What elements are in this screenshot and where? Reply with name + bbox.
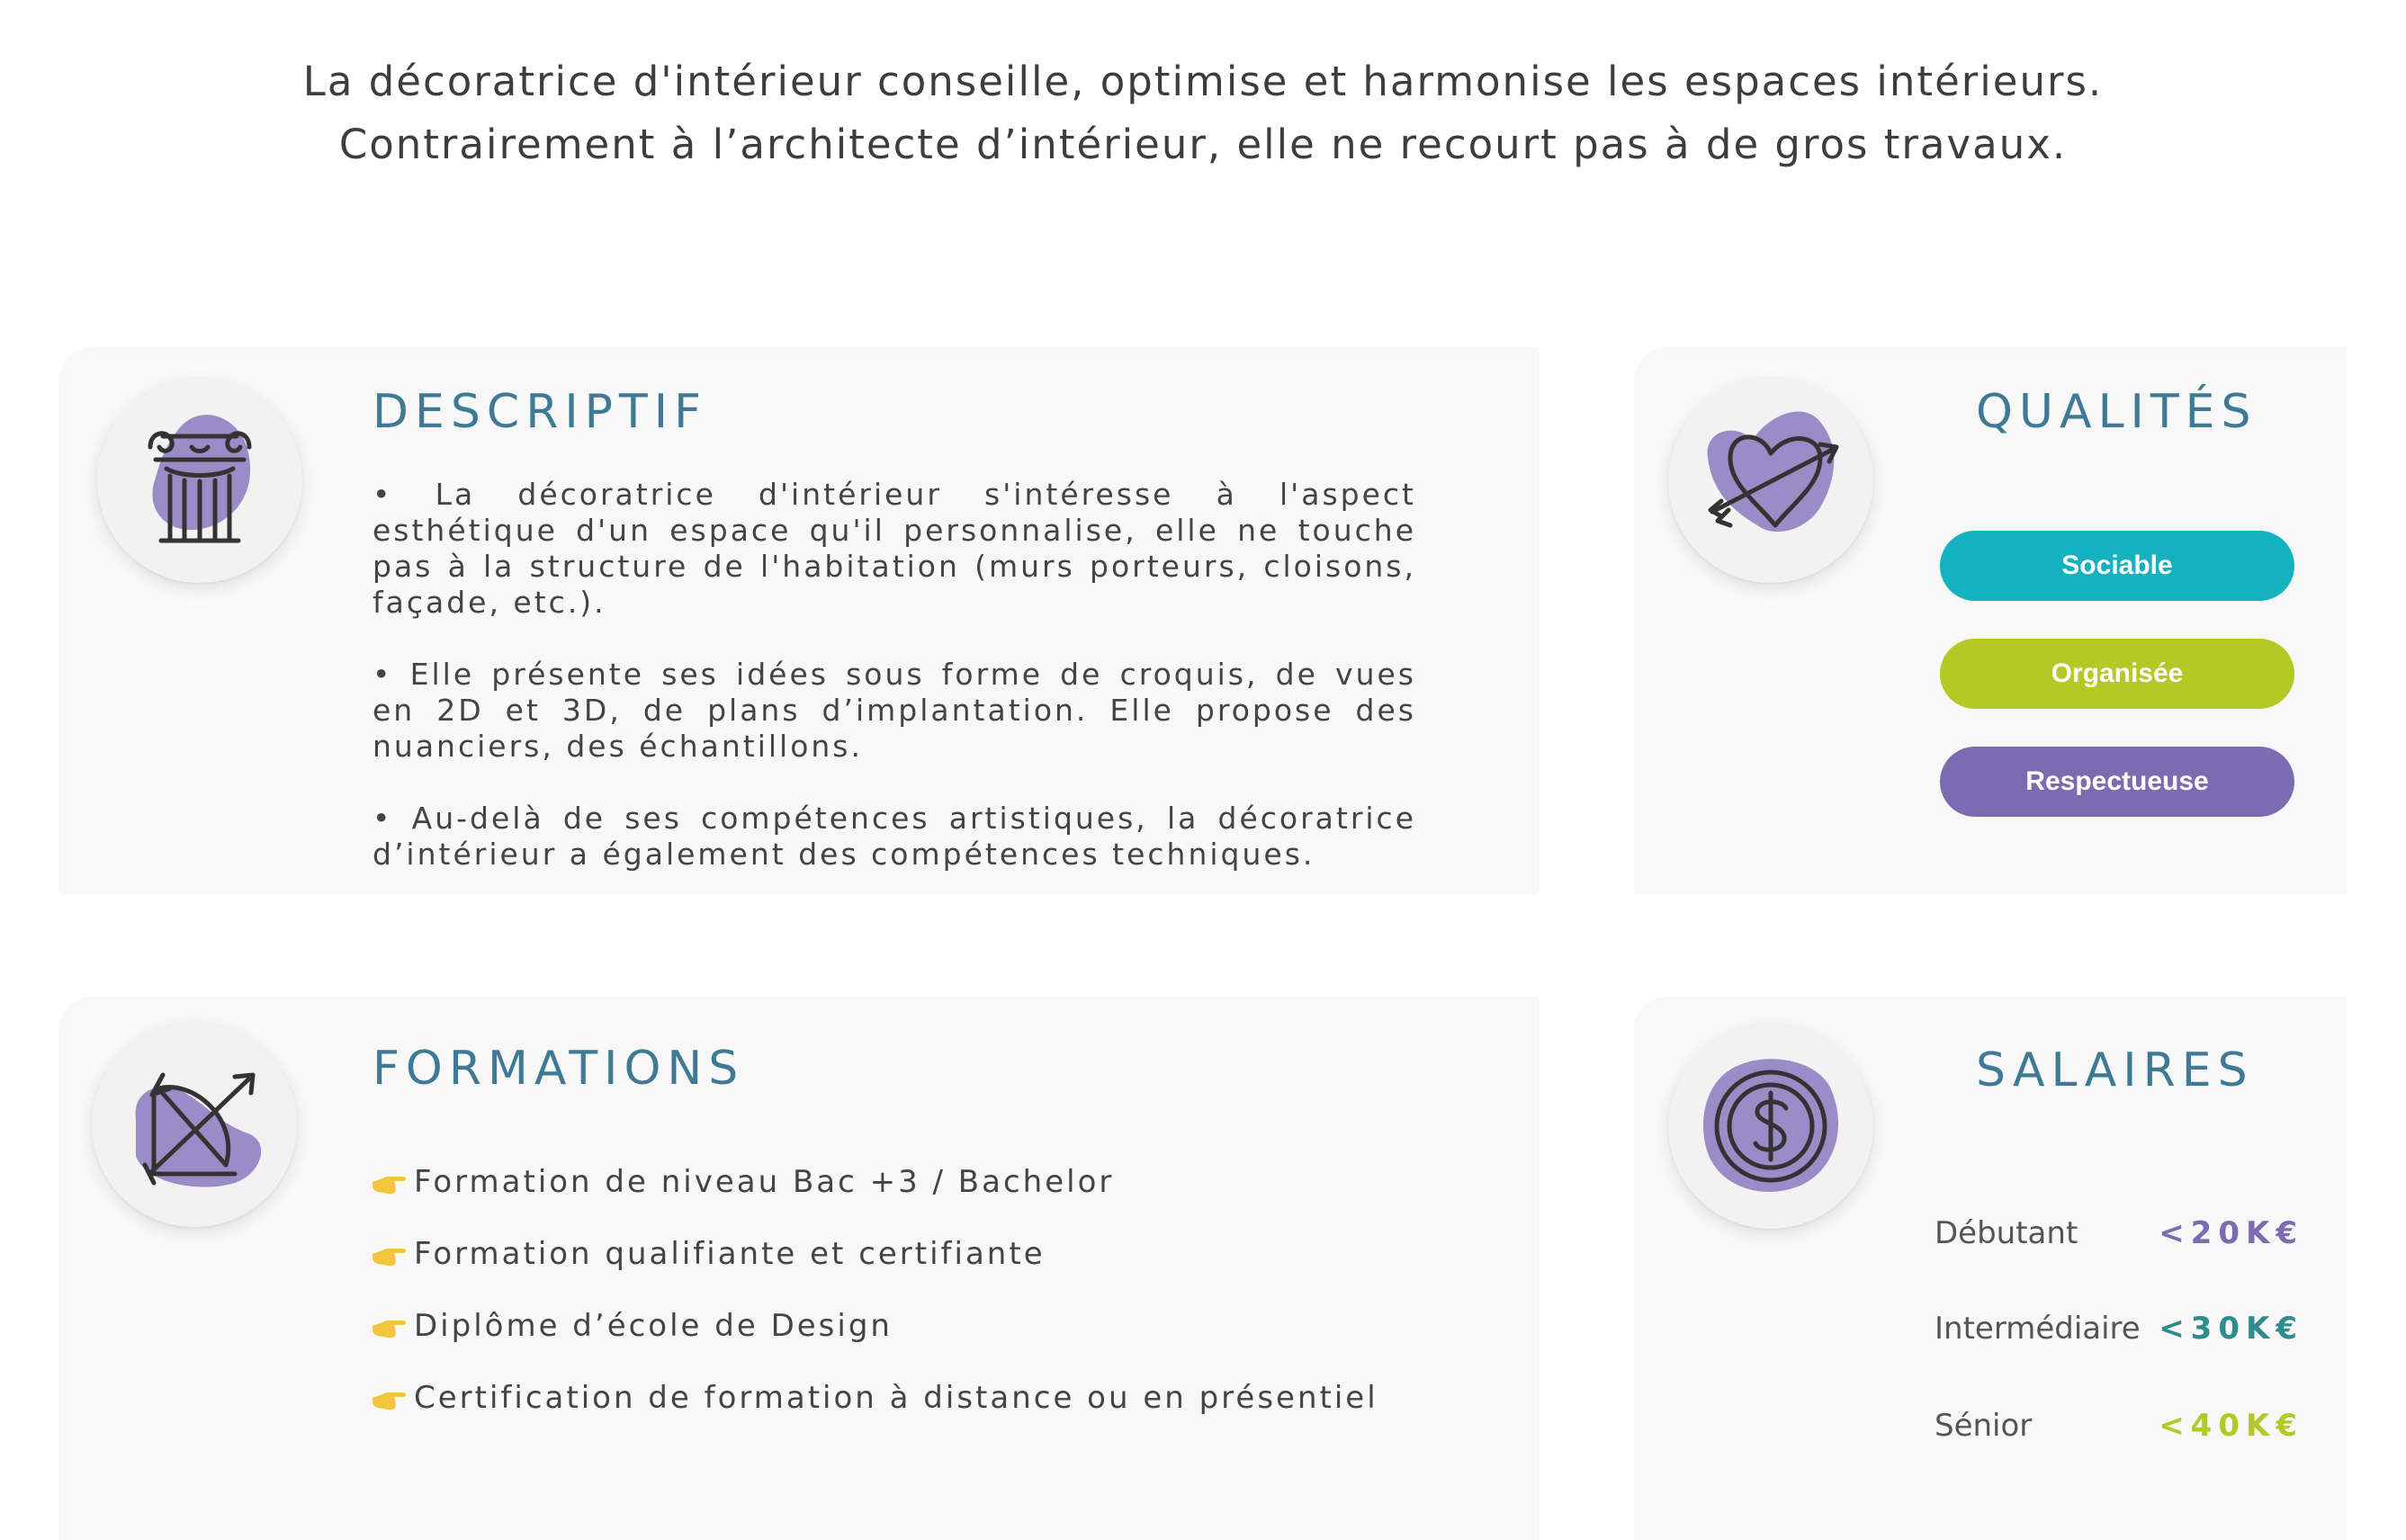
formations-icon-badge: [92, 1022, 297, 1227]
descriptif-title: DESCRIPTIF: [373, 385, 708, 439]
formation-item-3: Diplôme d’école de Design: [414, 1308, 893, 1344]
formations-list: [371, 1164, 1522, 1452]
salaire-row-debutant: [1935, 1211, 2303, 1256]
qualites-icon-badge: [1668, 378, 1873, 583]
column-icon: [114, 395, 285, 566]
salaire-value: <20K€: [2159, 1215, 2303, 1251]
salaire-label: Débutant: [1935, 1215, 2078, 1251]
heart-arrow-icon: [1685, 395, 1856, 566]
dollar-coin-icon: [1685, 1041, 1856, 1212]
pointing-hand-icon: [371, 1236, 414, 1272]
intro-line-2: Contrairement à l’architecte d’intérieur, elle ne recourt pas à de gros travaux.: [338, 121, 2068, 168]
formation-item-1: Formation de niveau Bac +3 / Bachelor: [414, 1164, 1115, 1200]
formation-item-4: Certification de formation à distance ou en présentiel: [414, 1380, 1378, 1416]
list-item: [371, 1236, 1522, 1308]
salaire-label: Intermédiaire: [1935, 1311, 2141, 1347]
intro-text: [0, 50, 2406, 176]
intro-line-1: La décoratrice d'intérieur conseille, optimise et harmonise les espaces intérieurs.: [302, 58, 2104, 105]
salaire-value: <30K€: [2159, 1311, 2303, 1347]
qualites-title: QUALITÉS: [1976, 385, 2258, 439]
salaire-value: <40K€: [2159, 1408, 2303, 1444]
qualite-pill-organisee: Organisée: [1940, 639, 2294, 709]
list-item: [371, 1164, 1522, 1236]
salaire-label: Sénior: [1935, 1408, 2033, 1444]
pointing-hand-icon: [371, 1164, 414, 1200]
formation-item-2: Formation qualifiante et certifiante: [414, 1236, 1046, 1272]
salaire-row-senior: [1935, 1403, 2303, 1448]
descriptif-body: [373, 477, 1416, 909]
salaires-title: SALAIRES: [1976, 1043, 2254, 1097]
qualite-pill-respectueuse: Respectueuse: [1940, 747, 2294, 817]
qualite-pill-sociable: Sociable: [1940, 531, 2294, 601]
pointing-hand-icon: [371, 1308, 414, 1344]
descriptif-paragraph-1: • La décoratrice d'intérieur s'intéresse à l'aspect esthétique d'un espace qu'il personnalise, elle ne touche pas à la structure de l'habitation (murs porteurs, cloisons, façade, etc.).: [373, 477, 1416, 620]
pointing-hand-icon: [371, 1380, 414, 1416]
descriptif-icon-badge: [97, 378, 302, 583]
salaire-row-intermediaire: [1935, 1306, 2303, 1351]
list-item: [371, 1308, 1522, 1380]
descriptif-paragraph-3: • Au-delà de ses compétences artistiques, la décoratrice d’intérieur a également des compétences techniques.: [373, 801, 1416, 872]
formations-title: FORMATIONS: [373, 1042, 745, 1096]
salaires-icon-badge: [1668, 1024, 1873, 1229]
bow-arrow-icon: [109, 1039, 280, 1210]
descriptif-paragraph-2: • Elle présente ses idées sous forme de croquis, de vues en 2D et 3D, de plans d’implantation. Elle propose des nuanciers, des échantillons.: [373, 657, 1416, 764]
list-item: [371, 1380, 1522, 1452]
